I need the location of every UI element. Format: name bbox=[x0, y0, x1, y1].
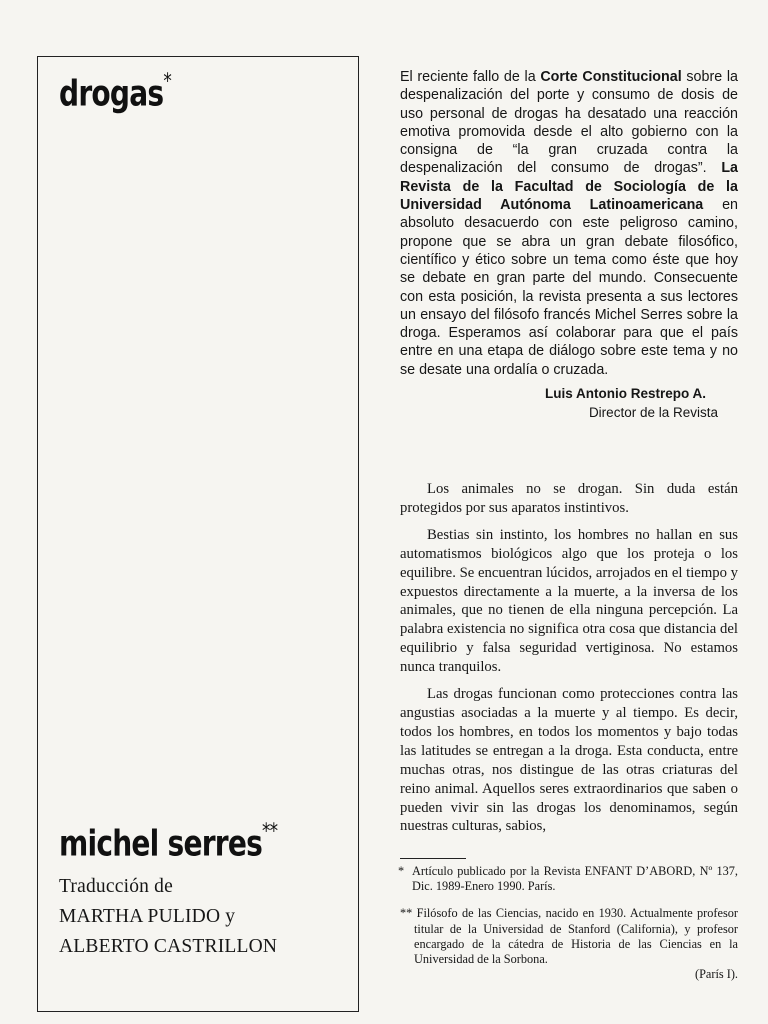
essay-paragraph-2: Bestias sin instinto, los hombres no hallan en sus automatismos biológicos algo que los proteja o los equilibre. Se encuentran lúcidos, arrojados en el tiempo y expuestos directamente a la muerte, a la inversa de los animales, que no tienen de ella ninguna percepción. La palabra existencia no significa otra cosa que distancia del equilibrio y falsa seguridad vertiginosa. No estamos nunca tranquilos. bbox=[400, 526, 738, 676]
signature-role: Director de la Revista bbox=[588, 405, 718, 420]
signature-name: Luis Antonio Restrepo A. bbox=[545, 386, 706, 401]
editor-signature bbox=[400, 384, 738, 422]
intro-text-3: en absoluto desacuerdo con este peligroso camino, propone que se abra un gran debate filosófico, científico y ético sobre un tema como éste que hoy se debate en gran parte del mundo. Consecuente con esta posición, la revista presenta a sus lectores un ensayo del filósofo francés Michel Serres sobre la droga. Esperamos así colaborar para que el país entre en una etapa de diálogo sobre este tema y no se desate una ordalía o cruzada. bbox=[400, 197, 738, 378]
editorial-intro bbox=[400, 68, 738, 379]
translation-credits bbox=[59, 872, 349, 962]
author-name bbox=[59, 819, 277, 865]
essay-body bbox=[400, 480, 738, 844]
footnote-2-marker: ** bbox=[400, 906, 413, 921]
footnotes bbox=[398, 858, 738, 982]
intro-bold-1: Corte Constitucional bbox=[540, 69, 682, 85]
title-footnote-marker: * bbox=[163, 69, 171, 94]
translation-label: Traducción de bbox=[59, 876, 173, 897]
intro-text-1: El reciente fallo de la bbox=[400, 69, 541, 85]
title-panel bbox=[37, 56, 359, 1012]
footnote-2 bbox=[398, 906, 738, 967]
footnote-1-marker: * bbox=[398, 864, 405, 878]
translator-2: ALBERTO CASTRILLON bbox=[59, 936, 278, 957]
intro-text-2: sobre la despenalización del porte y consumo de dosis de uso personal de drogas ha desatado una reacción emotiva promovida desde el alto gobierno con la consigna de “la gran cruzada contra la despenalización del consumo de drogas”. bbox=[400, 69, 738, 177]
author-name-text: michel serres bbox=[59, 823, 263, 865]
footnote-1-text: Artículo publicado por la Revista ENFANT D’ABORD, Nº 137, Dic. 1989-Enero 1990. París. bbox=[412, 864, 738, 894]
essay-paragraph-3: Las drogas funcionan como protecciones contra las angustias asociadas a la muerte y al tiempo. Es decir, todos los hombres, en todos los momentos y bajo todas las latitudes se entregan a la droga. Esta conducta, entre muchas otras, nos distingue de las otras criaturas del reino animal. Aquellos seres extraordinarios que saben o pueden vivir sin las drogas los denominamos, según nuestras culturas, sabios, bbox=[400, 686, 738, 835]
footnote-2-text: Filósofo de las Ciencias, nacido en 1930. Actualmente profesor titular de la Universidad de Stanford (California), y profesor encargado de la cátedra de Historia de las Ciencias en la Universidad de la Sorbona. bbox=[414, 906, 739, 967]
intro-bold-2: La Revista de la Facultad de Sociología de la Universidad Autónoma Latinoamericana bbox=[400, 160, 738, 214]
footnote-1 bbox=[398, 864, 738, 894]
footnote-2-tail: (París I). bbox=[694, 967, 738, 982]
essay-paragraph-1: Los animales no se drogan. Sin duda están protegidos por sus aparatos instintivos. bbox=[400, 481, 738, 516]
footnote-rule bbox=[400, 858, 466, 859]
article-title bbox=[59, 69, 171, 115]
author-footnote-marker: ** bbox=[262, 819, 278, 844]
translator-1: MARTHA PULIDO y bbox=[59, 906, 236, 927]
article-title-text: drogas bbox=[59, 73, 164, 115]
